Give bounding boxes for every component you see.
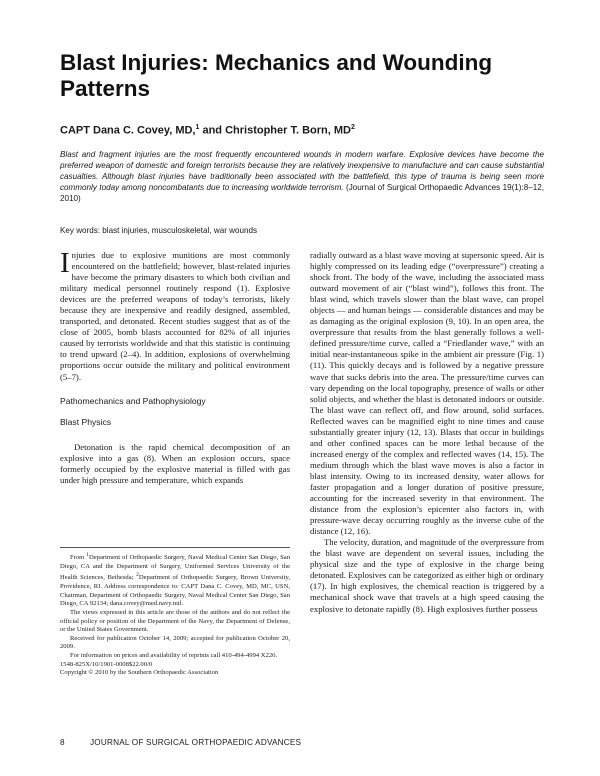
author-1: CAPT Dana C. Covey, MD, [60, 124, 196, 137]
affiliation-footnote: From $^1$Department of Orthopaedic Surgery, Naval Medical Center San Diego, San Diego, CA and the Department of Surgery, Uniformed Services University of the Health Sciences, Bethesda; $^2$Department of Orthopaedic Surgery, Brown University, Providence, RI. Address correspondence to: CAPT Dana C. Covey, MD, MC, USN, Chairman, Department of Orthopaedic Surgery, Naval Medical Center San Diego, San Diego, CA 92134; dana.covey@med.navy.mil. [60, 552, 290, 608]
author-1-affiliation-mark: 1 [195, 124, 200, 131]
author-2-affiliation-mark: 2 [350, 124, 355, 131]
body-paragraph: The velocity, duration, and magnitude of the overpressure from the blast wave are dependent on several issues, including the physical size and the type of explosive in the charge being detonated. Explosives can be categorized as either high or ordinary (17). In high explosives, the chemical reaction is triggered by a mechanical shock wave that travels at a high speed causing the explosive to detonate rapidly (8). High explosives further possess [310, 537, 544, 614]
issn-line: 1548-825X/10/1901-0008$22.00/0 [60, 660, 153, 668]
page-footer [60, 738, 550, 747]
body-paragraph: radially outward as a blast wave moving at supersonic speed. Air is highly compressed on its leading edge (“overpressure”) creating a shock front. The body of the wave, including the associated mass outward movement of air (“blast wind”), follows this front. The blast wind, which travels slower than the blast wave, can propel objects — and human beings — considerable distances and may be as damaging as the original explosion (9, 10). In an open area, the overpressure that results from the blast generally follows a well-defined pressure/time curve, called a “Friedlander wave,” with an initial near-instantaneous spike in the ambient air pressure (Fig. 1) (11). This quickly decays and is followed by a negative pressure wave that sucks debris into the area. The pressure/time curves can vary depending on the local topography, presence of walls or other solid objects, and whether the blast is detonated indoors or outside. The blast wave can reflect off, and flow around, solid surfaces. Reflected waves can be magnified eight to nine times and cause substantially greater injury (12, 13). Blasts that occur in buildings and other confined spaces can be more lethal because of the increased energy of the complex and reflected waves (14, 15). The medium through which the blast wave moves is also a factor in blast intensity. Owing to its increased density, water allows for faster propagation and a longer duration of positive pressure, accounting for the increased severity in that environment. The distance from the explosion’s epicenter also factors in, with pressure-wave decay occurring roughly as the inverse cube of the distance (12, 16). [310, 250, 545, 537]
intro-paragraph [60, 247, 290, 383]
copyright-line: Copyright © 2010 by the Southern Orthopaedic Association [60, 669, 219, 677]
left-column [60, 247, 290, 486]
journal-name: JOURNAL OF SURGICAL ORTHOPAEDIC ADVANCES [90, 738, 302, 747]
footnote-divider [60, 547, 290, 548]
disclaimer-footnote: The views expressed in this article are those of the authors and do not reflect the official policy or position of the Department of the Navy, the Department of Defense, or the United States Government. [60, 608, 290, 634]
footnotes [60, 551, 290, 678]
abstract [60, 149, 544, 204]
intro-text: njuries due to explosive munitions are most commonly encountered on the battlefield; however, blast-related injuries have become the primary disasters to which both civilian and military medical personnel routinely respond (1). Explosive devices are the preferred weapons of today’s terrorists, likely because they are inexpensive and readily designed, assembled, transported, and detonated. Recent studies suggest that as of the close of 2005, bomb blasts accounted for 82% of all injuries caused by terrorists worldwide and that this statistic is continuing to trend upward (2–4). In addition, explosions of overwhelming proportions occur outside the military and political environment (5–7). [60, 250, 290, 382]
abstract-text: Blast and fragment injuries are the most frequently encountered wounds in modern warfare. Explosive devices have become the preferred weapon of domestic and foreign terrorists because they are relatively inexpensive to manufacture and can cause substantial casualties. Although blast injuries have traditionally been associated with the battlefield, this type of trauma is being seen more commonly today among noncombatants due to increasing worldwide terrorism. [60, 150, 544, 193]
section-heading: Pathomechanics and Pathophysiology [60, 395, 206, 406]
author-line [60, 124, 550, 137]
drop-cap: I [60, 247, 70, 279]
received-footnote: Received for publication October 14, 2009; accepted for publication October 20, 2009. [60, 634, 290, 651]
reprints-footnote: For information on prices and availability of reprints call 410-494-4994 X226. [70, 651, 278, 659]
body-paragraph: Detonation is the rapid chemical decomposition of an explosive into a gas (8). When an explosion occurs, space formerly occupied by the explosive material is filled with gas under high pressure and temperature, which expands [60, 441, 290, 485]
article-title: Blast Injuries: Mechanics and Wounding Patterns [60, 50, 493, 101]
subsection-heading: Blast Physics [60, 416, 112, 427]
keywords: Key words: blast injuries, musculoskeletal, war wounds [60, 226, 258, 235]
abstract-citation: (Journal of Surgical Orthopaedic Advances 19(1):8–12, 2010) [60, 183, 544, 204]
page-number: 8 [60, 738, 65, 747]
right-column [310, 250, 544, 615]
author-2: and Christopher T. Born, MD [199, 124, 351, 137]
